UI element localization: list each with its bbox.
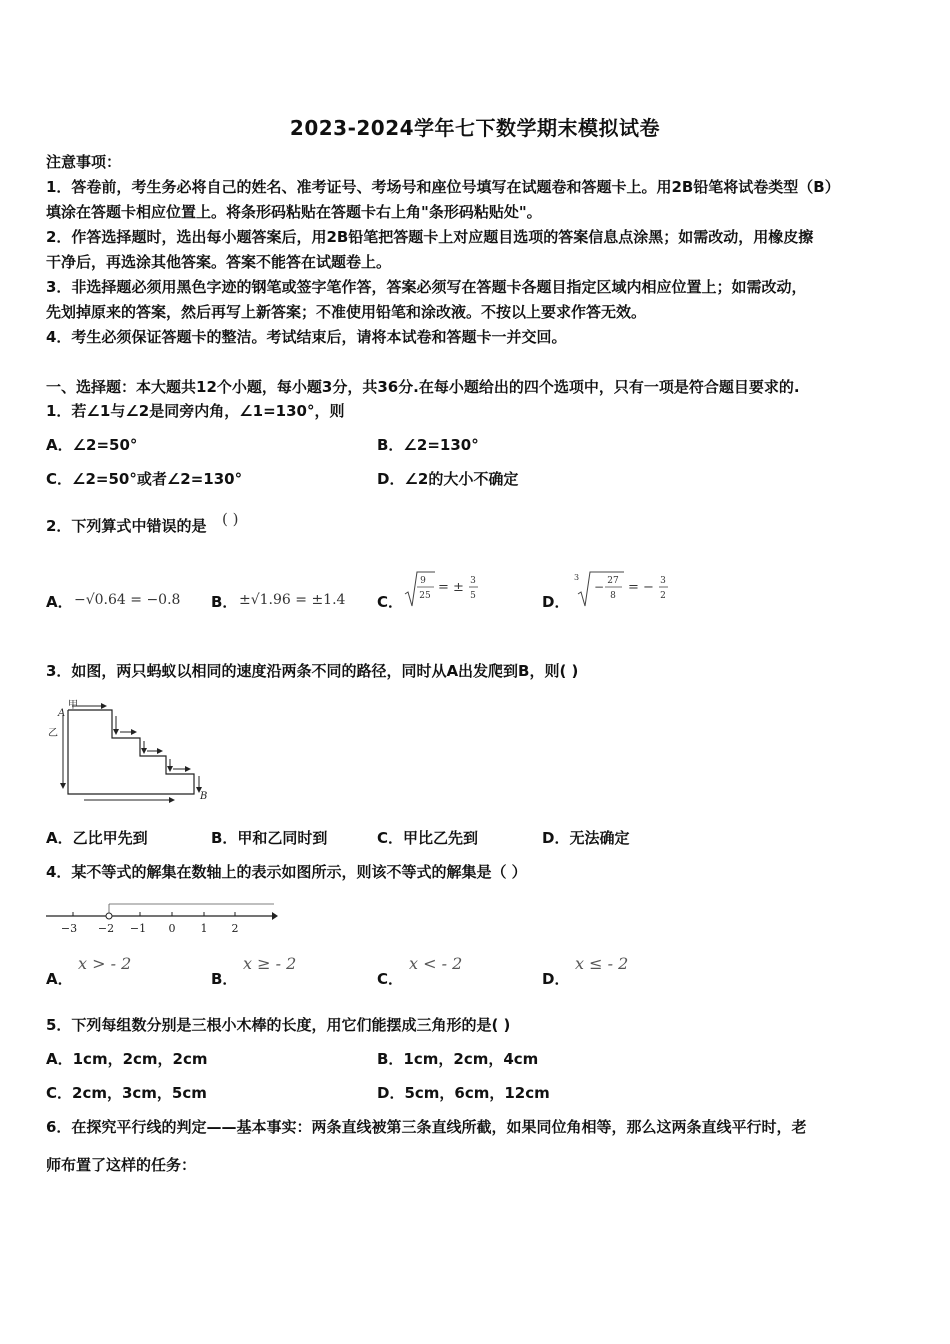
q4-option-d-label: D．	[542, 970, 570, 988]
tick-label: 2	[231, 922, 239, 935]
q1-option-d: D．∠2的大小不确定	[377, 470, 519, 488]
notice-line: 填涂在答题卡相应位置上。将条形码粘贴在答题卡右上角"条形码粘贴处"。	[46, 203, 542, 221]
q2-d-denominator: 8	[610, 591, 616, 601]
q2-c-lhs-numerator: 9	[420, 576, 426, 586]
tick-label: −3	[60, 922, 78, 935]
section-heading: 一、选择题：本大题共12个小题，每小题3分，共36分.在每小题给出的四个选项中，只有一项是符合题目要求的.	[46, 378, 800, 396]
q2-d-root-index: 3	[574, 573, 580, 582]
notice-heading: 注意事项：	[46, 153, 122, 171]
q3-option-c: C．甲比乙先到	[377, 829, 479, 847]
q6-stem-line-1: 6．在探究平行线的判定——基本事实：两条直线被第三条直线所截，如果同位角相等，那么这两条直线平行时，老	[46, 1118, 807, 1136]
q2-c-lhs-denominator: 25	[419, 591, 431, 601]
notice-line: 1．答卷前，考生务必将自己的姓名、准考证号、考场号和座位号填写在试题卷和答题卡上。用2B铅笔将试卷类型（B）	[46, 178, 840, 196]
q2-d-minus: −	[594, 580, 605, 594]
tick-label: 1	[200, 922, 208, 935]
q2-option-c-math	[403, 568, 483, 612]
q3-option-a: A．乙比甲先到	[46, 829, 148, 847]
q3-option-d: D．无法确定	[542, 829, 630, 847]
tick-label: 0	[168, 922, 176, 935]
notice-line: 干净后，再选涂其他答案。答案不能答在试题卷上。	[46, 253, 392, 271]
q4-option-c-label: C．	[377, 970, 404, 988]
q2-c-rhs-numerator: 3	[470, 576, 476, 586]
q5-option-a: A．1cm，2cm，2cm	[46, 1050, 208, 1068]
notice-line: 3．非选择题必须用黑色字迹的钢笔或签字笔作答，答案必须写在答题卡各题目指定区域内相应位置上；如需改动，	[46, 278, 807, 296]
jia-label: 甲	[68, 700, 78, 711]
tick-label: −1	[129, 922, 147, 935]
q6-stem-line-2: 师布置了这样的任务：	[46, 1156, 197, 1174]
q4-option-b-label: B．	[211, 970, 238, 988]
q5-stem: 5．下列每组数分别是三根小木棒的长度，用它们能摆成三角形的是( )	[46, 1016, 511, 1034]
q1-option-a: A．∠2=50°	[46, 436, 138, 454]
notice-line: 4．考生必须保证答题卡的整洁。考试结束后，请将本试卷和答题卡一并交回。	[46, 328, 567, 346]
q3-option-b: B．甲和乙同时到	[211, 829, 328, 847]
q1-option-b: B．∠2=130°	[377, 436, 479, 454]
q2-option-b-label: B．	[211, 593, 238, 611]
q4-option-b-math: x ≥ - 2	[243, 954, 297, 973]
exam-title: 2023-2024学年七下数学期末模拟试卷	[289, 116, 661, 140]
tick-label: −2	[97, 922, 115, 935]
q2-option-d-label: D．	[542, 593, 570, 611]
q2-c-rhs-denominator: 5	[470, 591, 476, 601]
q1-stem: 1．若∠1与∠2是同旁内角，∠1=130°，则	[46, 402, 345, 420]
q4-option-c-math: x < - 2	[409, 954, 463, 973]
q2-d-rhs-sign: = −	[628, 580, 654, 595]
q2-option-c-label: C．	[377, 593, 404, 611]
notice-line: 2．作答选择题时，选出每小题答案后，用2B铅笔把答题卡上对应题目选项的答案信息点涂黑；如需改动，用橡皮擦	[46, 228, 814, 246]
q4-stem: 4．某不等式的解集在数轴上的表示如图所示，则该不等式的解集是（ ）	[46, 863, 527, 881]
q4-option-a-math: x > - 2	[78, 954, 132, 973]
q3-stem: 3．如图，两只蚂蚁以相同的速度沿两条不同的路径，同时从A出发爬到B，则( )	[46, 662, 579, 680]
yi-label: 乙	[48, 728, 58, 739]
number-line-figure	[44, 898, 280, 938]
ant-path-figure	[44, 696, 214, 806]
q2-option-b-math: ±√1.96 = ±1.4	[239, 592, 346, 608]
q5-option-b: B．1cm，2cm，4cm	[377, 1050, 539, 1068]
notice-line: 先划掉原来的答案，然后再写上新答案；不准使用铅笔和涂改液。不按以上要求作答无效。	[46, 303, 647, 321]
q2-paren: ( )	[222, 510, 239, 528]
point-a-label: A	[58, 708, 66, 719]
point-b-label: B	[200, 791, 208, 802]
q2-option-d-math	[572, 568, 672, 612]
q5-option-c: C．2cm，3cm，5cm	[46, 1084, 207, 1102]
q2-d-rhs-numerator: 3	[660, 576, 666, 586]
q2-d-numerator: 27	[607, 576, 619, 586]
q4-option-a-label: A．	[46, 970, 73, 988]
q5-option-d: D．5cm，6cm，12cm	[377, 1084, 550, 1102]
q2-stem: 2．下列算式中错误的是	[46, 517, 207, 535]
q1-option-c: C．∠2=50°或者∠2=130°	[46, 470, 243, 488]
q2-option-a-math: −√0.64 = −0.8	[74, 592, 181, 608]
q2-c-rhs-sign: = ±	[438, 580, 464, 595]
q2-d-rhs-denominator: 2	[660, 591, 666, 601]
q4-option-d-math: x ≤ - 2	[575, 954, 629, 973]
q2-option-a-label: A．	[46, 593, 73, 611]
